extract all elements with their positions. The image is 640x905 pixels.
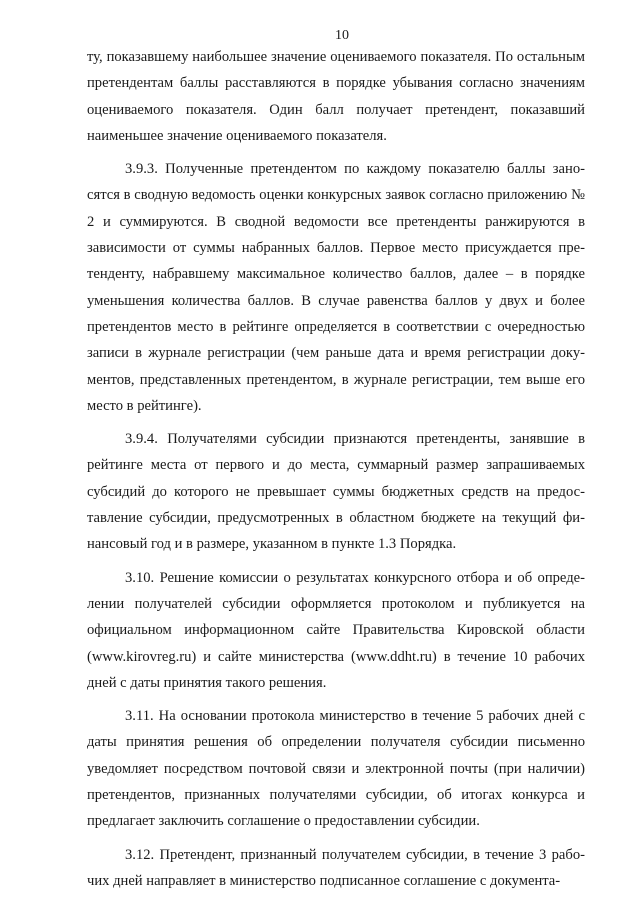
page-number: 10 [335,28,349,43]
paragraph-3-12: 3.12. Претендент, признанный получателем субсидии, в течение 3 рабочих дней направляет в министерство подписанное соглашение с документа- [87,846,585,889]
document-body [87,44,585,894]
paragraph-3-9-4: 3.9.4. Получателями субсидии признаются претенденты, занявшие в рейтинге места от первого и до места, суммарный размер запрашиваемых субсидий до которого не превышает суммы бюджетных средств на предоставление субсидии, предусмотренных в областном бюджете на текущий финансовый год и в размере, указанном в пункте 1.3 Порядка. [87,431,585,553]
paragraph-3-10: 3.10. Решение комиссии о результатах конкурсного отбора и об определении получателей субсидии оформляется протоколом и публикуется на официальном информационном сайте Правительства Кировской области (www.kirovreg.ru) и сайте министерства (www.ddht.ru) в течение 10 рабочих дней с даты принятия такого решения. [87,569,585,691]
paragraph-3-9-3: 3.9.3. Полученные претендентом по каждому показателю баллы заносятся в сводную ведомость оценки конкурсных заявок согласно приложению № 2 и суммируются. В сводной ведомости все претенденты ранжируются в зависимости от суммы набранных баллов. Первое место присуждается претенденту, набравшему максимальное количество баллов, далее – в порядке уменьшения количества баллов. В случае равенства баллов у двух и более претендентов место в рейтинге определяется в соответствии с очередностью записи в журнале регистрации (чем раньше дата и время регистрации документов, представленных претендентом, в журнале регистрации, тем выше его место в рейтинге). [87,161,585,414]
paragraph-3-11: 3.11. На основании протокола министерство в течение 5 рабочих дней с даты принятия решения об определении получателя субсидии письменно уведомляет посредством почтовой связи и электронной почты (при наличии) претендентов, признанных получателями субсидии, об итогах конкурса и предлагает заключить соглашение о предоставлении субсидии. [87,708,585,830]
paragraph-continuation: ту, показавшему наибольшее значение оцениваемого показателя. По остальным претендентам баллы расставляются в порядке убывания согласно значениям оцениваемого показателя. Один балл получает претендент, показавший наименьшее значение оцениваемого показателя. [87,49,585,144]
